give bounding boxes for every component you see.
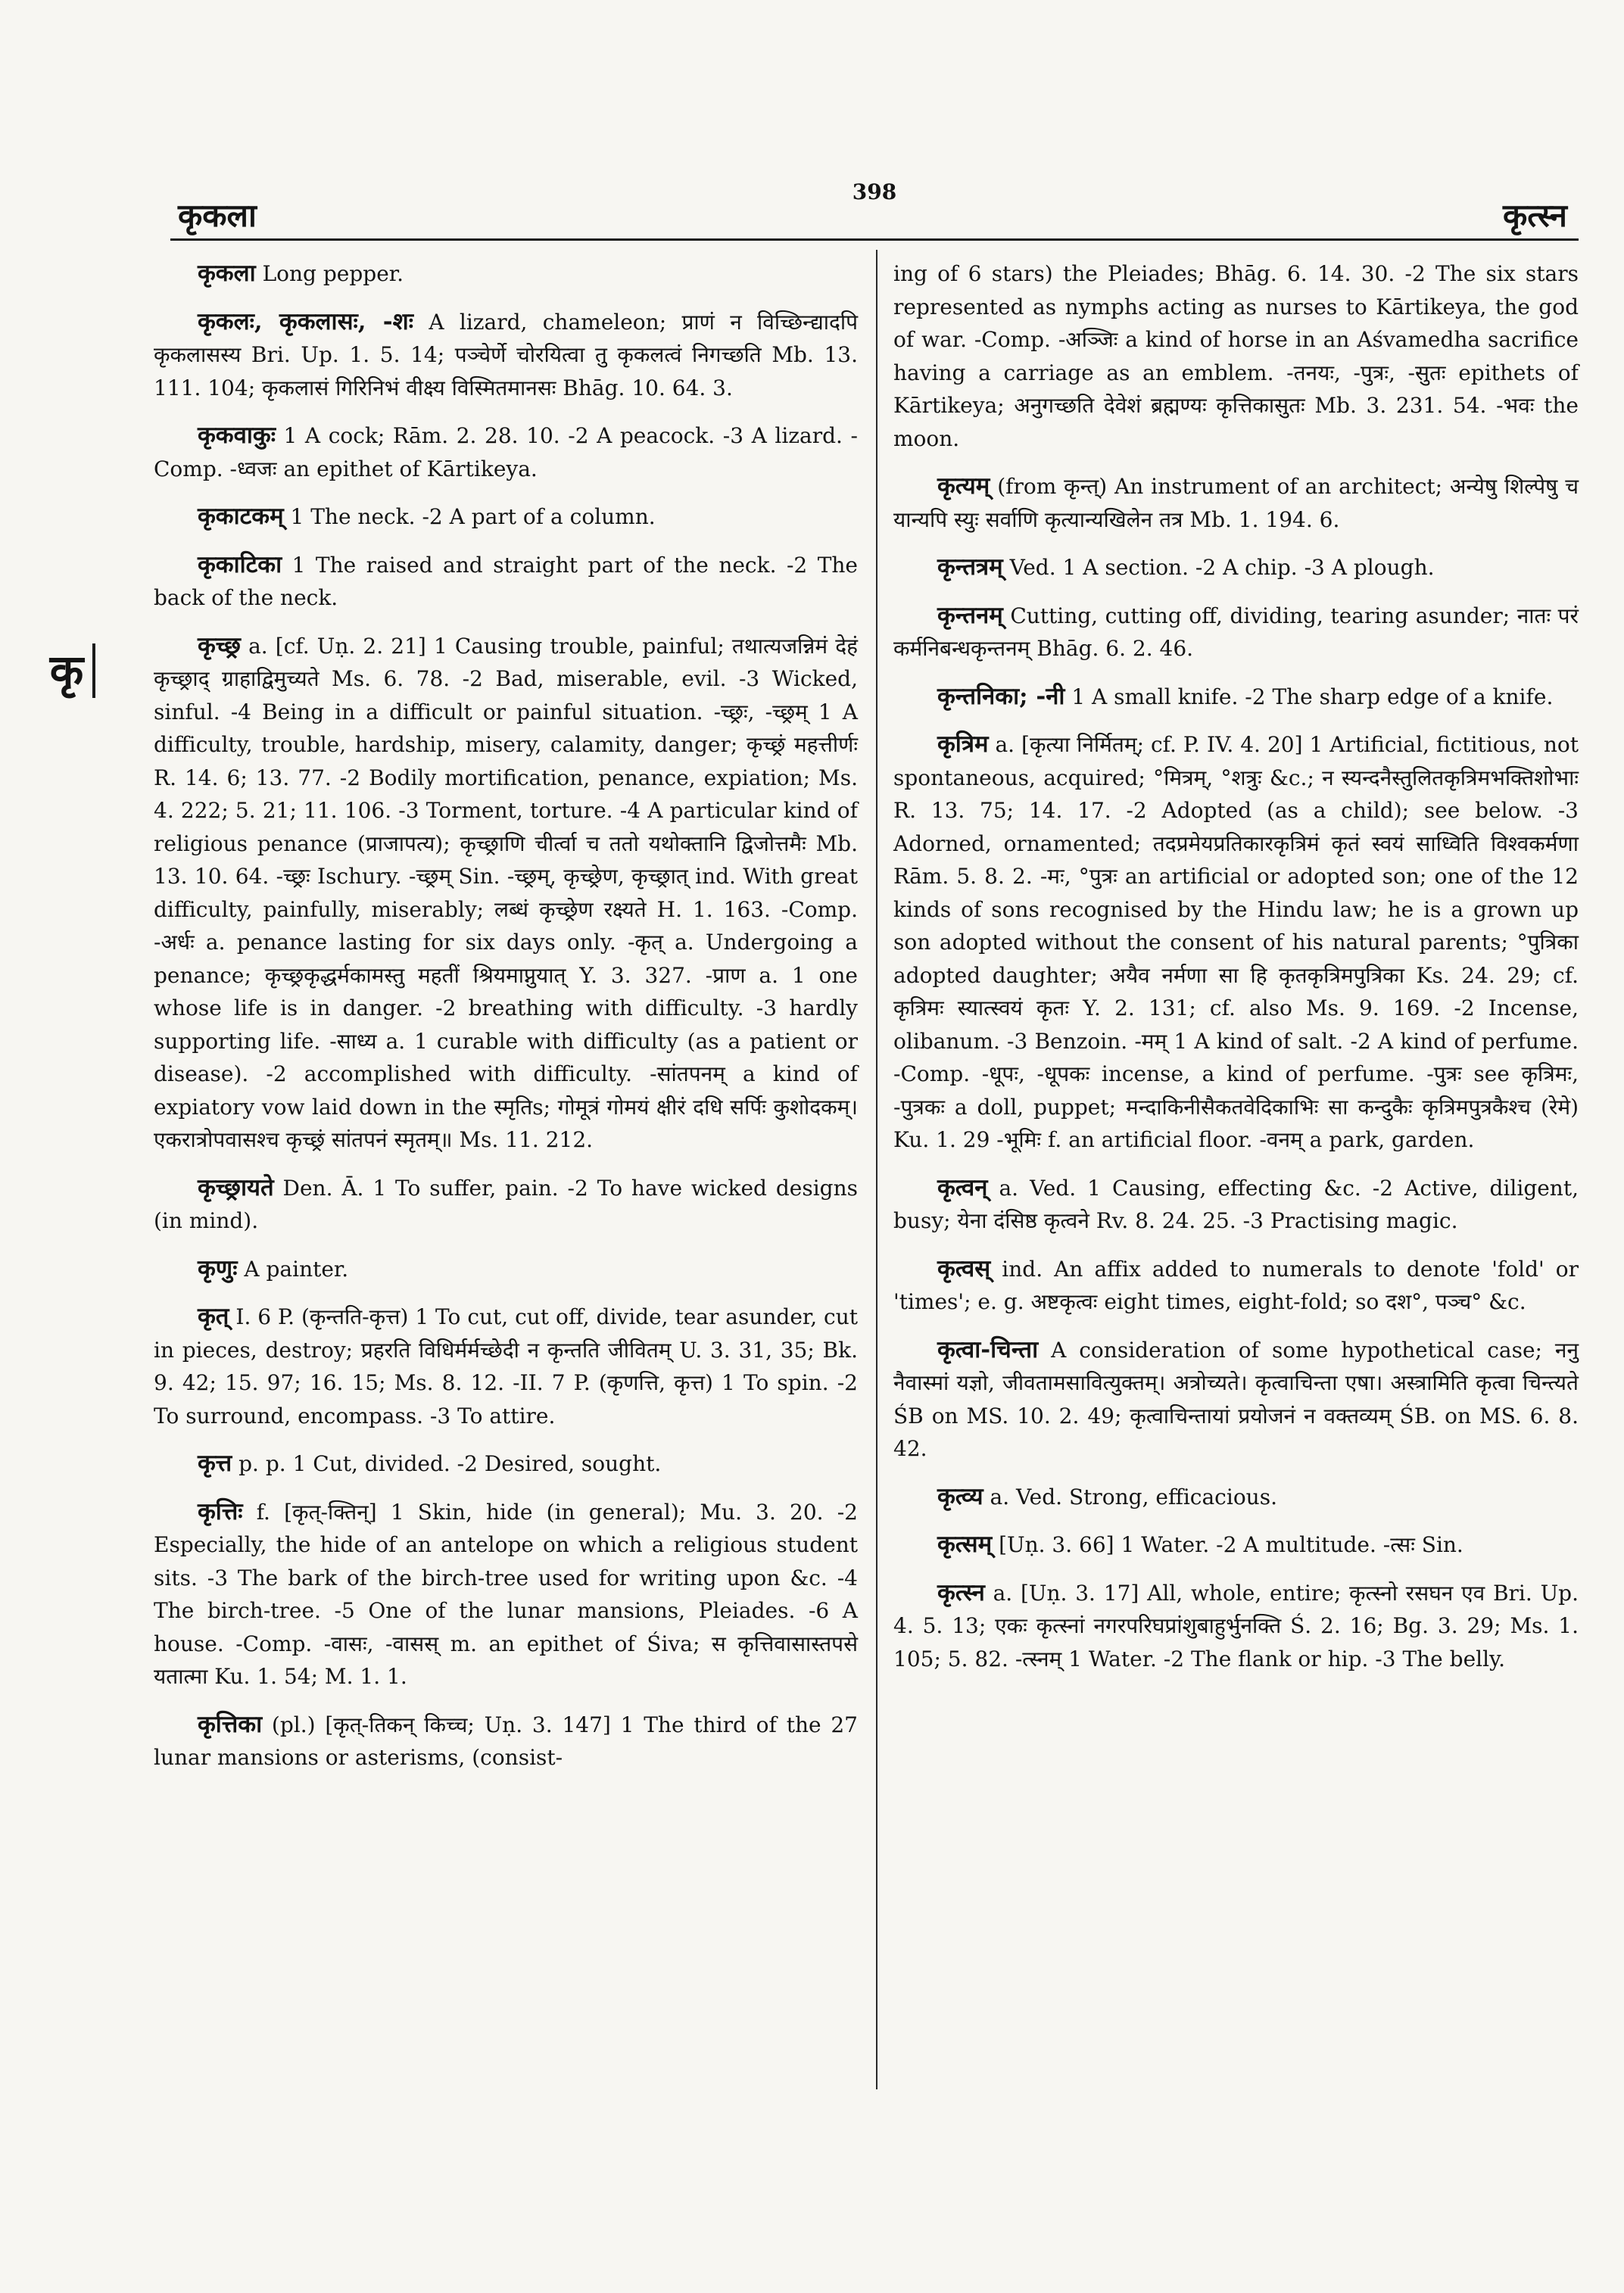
entry-definition: A lizard, chameleon; प्राणं न विच्छिन्द्यादपि कृकलासस्य Bri. Up. 1. 5. 14; पञ्चेर्णे चोरयित्वा तु कृकलत्वं निगच्छति Mb. 13. 111. 104; कृकलासं गिरिनिभं वीक्ष्य विस्मितमानसः Bhāg. 10. 64. 3.: [154, 309, 858, 400]
entry-definition: Ved. 1 A section. -2 A chip. -3 A plough.: [1002, 555, 1435, 580]
headword: कृत्: [198, 1303, 229, 1330]
dictionary-entry: [154, 419, 858, 485]
dictionary-entry: [154, 1709, 858, 1774]
dictionary-entry: [154, 1447, 858, 1481]
dictionary-entry: [154, 1172, 858, 1238]
headword: कृत्वस्: [937, 1254, 991, 1282]
dictionary-entry: [893, 257, 1579, 455]
headword: कृत्त: [198, 1450, 232, 1477]
entry-definition: a. [कृत्या निर्मितम्; cf. P. IV. 4. 20] 1 Artificial, fictitious, not spontaneous, acquired; °मित्रम्, °शत्रुः &c.; न स्यन्दनैस्तुलितकृत्रिमभक्तिशोभाः R. 13. 75; 14. 17. -2 Adopted (as a child); see below. -3 Adorned, ornamented; तदप्रमेयप्रतिकारकृत्रिमं कृतं स्वयं साध्विति विश्वकर्मणा Rām. 5. 8. 2. -मः, °पुत्रः an artificial or adopted son; one of the 12 kinds of sons recognised by the Hindu law; he is a grown up son adopted without the consent of his natural parents; °पुत्रिका adopted daughter; अयैव नर्मणा सा हि कृतकृत्रिमपुत्रिका Ks. 24. 29; cf. कृत्रिमः स्यात्स्वयं कृतः Y. 2. 131; cf. also Ms. 9. 169. -2 Incense, olibanum. -3 Benzoin. -मम् 1 A kind of salt. -2 A kind of perfume. -Comp. -धूपः, -धूपकः incense, a kind of perfume. -पुत्रः see कृत्रिमः, -पुत्रकः a doll, puppet; मन्दाकिनीसैकतवेदिकाभिः सा कन्दुकैः कृत्रिमपुत्रकैश्च (रेमे) Ku. 1. 29 -भूमिः f. an artificial floor. -वनम् a park, garden.: [893, 732, 1579, 1152]
dictionary-entry: [893, 1334, 1579, 1466]
dictionary-entry: [893, 600, 1579, 665]
headword: कृत्व्य: [937, 1482, 983, 1510]
dictionary-entry: [154, 306, 858, 405]
dictionary-entry: [893, 1528, 1579, 1562]
dictionary-entry: [154, 1301, 858, 1432]
headword: कृत्रिम: [937, 731, 989, 758]
entry-definition: A consideration of some hypothetical case; ननु नैवास्मां यज्ञो, जीवतामसावित्युक्तम्। अत्रोच्यते। कृत्वाचिन्ता एषा। अस्त्रामिति कृत्वा चिन्त्यते ŚB on MS. 10. 2. 49; कृत्वाचिन्तायां प्रयोजनं न वक्तव्यम् ŚB. on MS. 6. 8. 42.: [893, 1337, 1579, 1461]
dictionary-entry: [154, 257, 858, 291]
headword: कृन्तनम्: [937, 601, 1003, 629]
headword: कृत्तिः: [198, 1497, 243, 1525]
header-rule: [170, 238, 1579, 241]
entry-definition: (pl.) [कृत्-तिकन् किच्च; Uṇ. 3. 147] 1 The third of the 27 lunar mansions or asterisms, (consist-: [154, 1712, 858, 1770]
dictionary-entry: [154, 630, 858, 1157]
dictionary-entry: [893, 1172, 1579, 1238]
entry-definition: a. [Uṇ. 3. 17] All, whole, entire; कृत्स्नो रसघन एव Bri. Up. 4. 5. 13; एकः कृत्स्नां नगरपरिघप्रांशुबाहुर्भुनक्ति Ś. 2. 16; Bg. 3. 29; Ms. 1. 105; 5. 82. -त्स्नम् 1 Water. -2 The flank or hip. -3 The belly.: [893, 1580, 1579, 1671]
headword: कृत्सम्: [937, 1531, 993, 1558]
dictionary-entry: [893, 1253, 1579, 1319]
headword: कृच्छ्रायते: [198, 1173, 274, 1201]
headword: कृच्छ्र: [198, 631, 241, 659]
entry-definition: I. 6 P. (कृन्तति-कृत्त) 1 To cut, cut off, divide, tear asunder, cut in pieces, destroy; प्रहरति विधिर्मर्मच्छेदी न कृन्तति जीवितम् U. 3. 31, 35; Bk. 9. 42; 15. 97; 16. 15; Ms. 8. 12. -II. 7 P. (कृणत्ति, कृत्त) 1 To spin. -2 To surround, encompass. -3 To attire.: [154, 1304, 858, 1428]
entry-definition: a. Ved. 1 Causing, effecting &c. -2 Active, diligent, busy; येना दंसिष्ठ कृत्वने Rv. 8. 24. 25. -3 Practising magic.: [893, 1175, 1579, 1233]
dictionary-entry: [154, 1496, 858, 1693]
entry-definition: (from कृन्त्) An instrument of an architect; अन्येषु शिल्पेषु च यान्यपि स्युः सर्वाणि कृत्यान्यखिलेन तत्र Mb. 1. 194. 6.: [893, 474, 1579, 532]
entry-definition: ing of 6 stars) the Pleiades; Bhāg. 6. 14. 30. -2 The six stars represented as nymphs acting as nurses to Kārtikeya, the god of war. -Comp. -अञ्जिः a kind of horse in an Aśvamedha sacrifice having a carriage as an emblem. -तनयः, -पुत्रः, -सुतः epithets of Kārtikeya; अनुगच्छति देवेशं ब्रह्मण्यः कृत्तिकासुतः Mb. 3. 231. 54. -भवः the moon.: [893, 261, 1579, 451]
entry-definition: ind. An affix added to numerals to denote 'fold' or 'times'; e. g. अष्टकृत्वः eight times, eight-fold; so दश°, पञ्च° &c.: [893, 1256, 1579, 1314]
entry-definition: p. p. 1 Cut, divided. -2 Desired, sought.: [232, 1451, 662, 1476]
headword: कृकवाकुः: [198, 422, 276, 449]
dictionary-entry: [154, 500, 858, 534]
entry-definition: 1 The neck. -2 A part of a column.: [283, 504, 656, 529]
headword: कृत्वा-चिन्ता: [937, 1335, 1039, 1363]
headword: कृणुः: [198, 1254, 238, 1282]
headword: कृत्तिका: [198, 1710, 263, 1738]
headword: कृकलः, कृकलासः, -शः: [198, 307, 413, 335]
headword: कृत्वन्: [937, 1173, 988, 1201]
entry-definition: 1 The raised and straight part of the neck. -2 The back of the neck.: [154, 552, 858, 610]
headword: कृत्स्न: [937, 1578, 985, 1606]
dictionary-entry: [893, 728, 1579, 1157]
entry-definition: a. [cf. Uṇ. 2. 21] 1 Causing trouble, painful; तथात्यजन्निमं देहं कृच्छ्राद् ग्राहाद्विमुच्यते Ms. 6. 78. -2 Bad, miserable, evil. -3 Wicked, sinful. -4 Being in a difficult or painful situation. -च्छ्रः, -च्छ्रम् 1 A difficulty, trouble, hardship, misery, calamity, danger; कृच्छ्रं महत्तीर्णः R. 14. 6; 13. 77. -2 Bodily mortification, penance, expiation; Ms. 4. 222; 5. 21; 11. 106. -3 Torment, torture. -4 A particular kind of religious penance (प्राजापत्य); कृच्छ्राणि चीर्त्वा च ततो यथोक्तानि द्विजोत्तमैः Mb. 13. 10. 64. -च्छ्रः Ischury. -च्छ्रम् Sin. -च्छ्रम्, कृच्छ्रेण, कृच्छ्रात् ind. With great difficulty, painfully, miserably; लब्धं कृच्छ्रेण रक्ष्यते H. 1. 163. -Comp. -अर्धः a. penance lasting for six days only. -कृत् a. Undergoing a penance; कृच्छ्रकृद्धर्मकामस्तु महतीं श्रियमाप्नुयात् Y. 3. 327. -प्राण a. 1 one whose life is in danger. -2 breathing with difficulty. -3 hardly supporting life. -साध्य a. 1 curable with difficulty (as a patient or disease). -2 accomplished with difficulty. -सांतपनम् a kind of expiatory vow laid down in the स्मृतिs; गोमूत्रं गोमयं क्षीरं दधि सर्पिः कुशोदकम्। एकरात्रोपवासश्च कृच्छ्रं सांतपनं स्मृतम्॥ Ms. 11. 212.: [154, 633, 858, 1152]
dictionary-entry: [893, 551, 1579, 584]
entry-definition: [Uṇ. 3. 66] 1 Water. -2 A multitude. -त्सः Sin.: [992, 1532, 1463, 1557]
headword: कृत्यम्: [937, 472, 990, 500]
dictionary-entry: [893, 681, 1579, 714]
dictionary-entry: [893, 1577, 1579, 1676]
dictionary-entry: [893, 470, 1579, 536]
column-divider: [876, 250, 877, 2089]
entry-definition: Long pepper.: [255, 261, 404, 286]
entry-definition: 1 A small knife. -2 The sharp edge of a knife.: [1064, 684, 1554, 709]
entry-definition: A painter.: [237, 1256, 349, 1282]
thumb-index-tab: कृ: [39, 643, 95, 698]
dictionary-entry: [154, 549, 858, 615]
entry-definition: a. Ved. Strong, efficacious.: [983, 1484, 1277, 1509]
dictionary-entry: [154, 1253, 858, 1286]
entry-definition: Den. Ā. 1 To suffer, pain. -2 To have wicked designs (in mind).: [154, 1175, 858, 1233]
left-guide-word: कृकला: [178, 197, 257, 234]
headword: कृन्तत्रम्: [937, 553, 1003, 581]
left-column: [154, 257, 858, 1790]
headword: कृकला: [198, 260, 256, 287]
entry-definition: Cutting, cutting off, dividing, tearing asunder; नातः परं कर्मनिबन्धकृन्तनम् Bhāg. 6. 2. 46.: [893, 603, 1579, 661]
headword: कृन्तनिका; -नी: [937, 682, 1065, 710]
right-column: [893, 257, 1579, 1690]
dictionary-entry: [893, 1481, 1579, 1514]
headword: कृकाटिका: [198, 550, 282, 578]
page-number: 398: [852, 179, 897, 204]
right-guide-word: कृत्स्न: [1502, 197, 1567, 234]
entry-definition: f. [कृत्-क्तिन्] 1 Skin, hide (in general); Mu. 3. 20. -2 Especially, the hide of an antelope on which a religious student sits. -3 The bark of the birch-tree used for writing upon &c. -4 The birch-tree. -5 One of the lunar mansions, Pleiades. -6 A house. -Comp. -वासः, -वासस् m. an epithet of Śiva; स कृत्तिवासास्तपसे यतात्मा Ku. 1. 54; M. 1. 1.: [154, 1499, 858, 1689]
headword: कृकाटकम्: [198, 503, 284, 530]
entry-definition: 1 A cock; Rām. 2. 28. 10. -2 A peacock. -3 A lizard. -Comp. -ध्वजः an epithet of Kārtikeya.: [154, 423, 858, 481]
running-head: [170, 179, 1579, 238]
